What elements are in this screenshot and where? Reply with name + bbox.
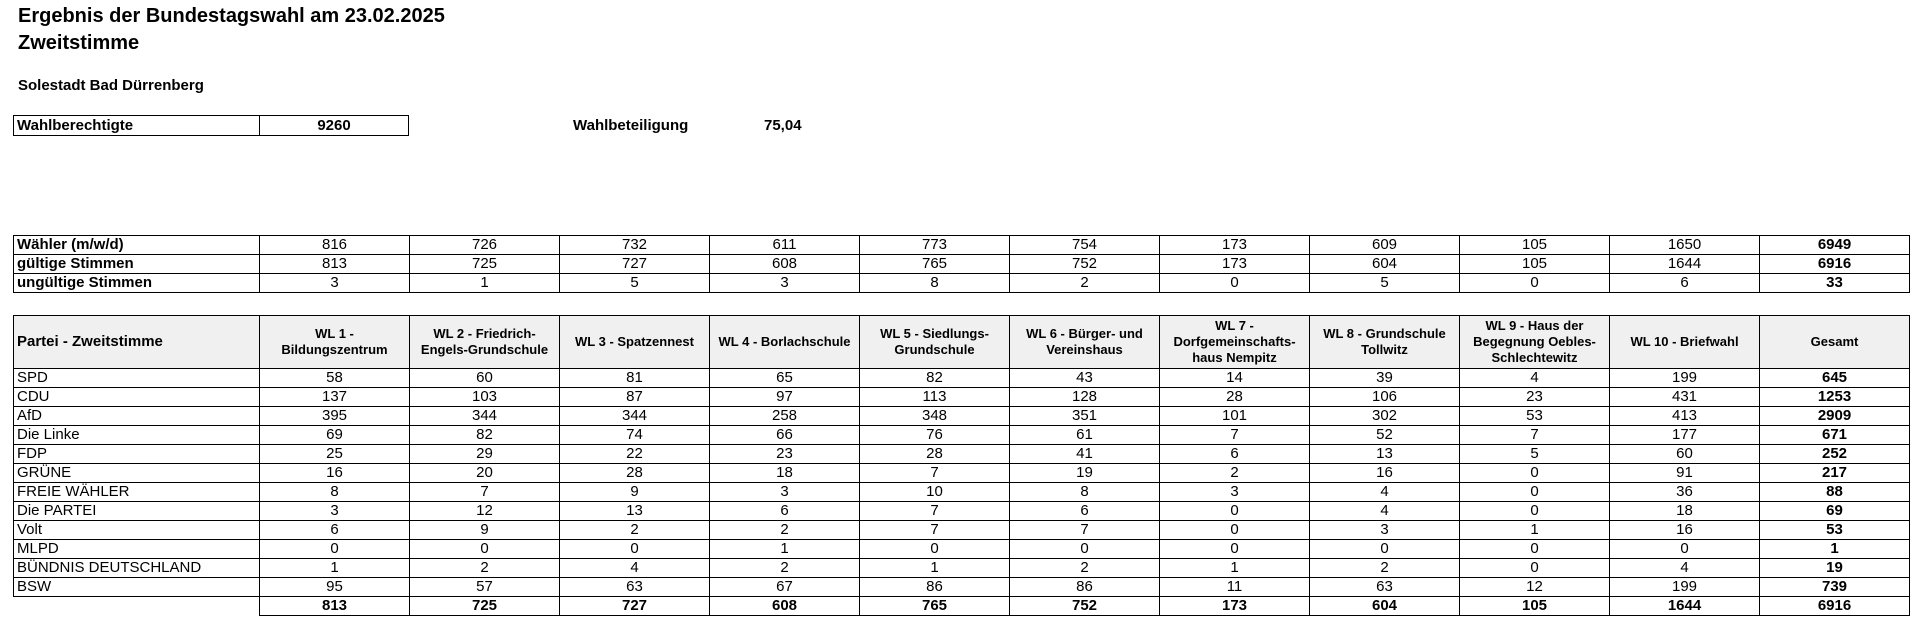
vote-cell: 74	[560, 426, 710, 445]
stats-cell: 6	[1610, 274, 1760, 293]
vote-cell: 1	[710, 540, 860, 559]
vote-cell: 0	[1460, 559, 1610, 578]
vote-cell: 7	[1010, 521, 1160, 540]
vote-cell: 95	[260, 578, 410, 597]
vote-cell: 302	[1310, 407, 1460, 426]
vote-cell: 82	[410, 426, 560, 445]
totals-blank	[14, 597, 260, 616]
vote-cell: 0	[1460, 483, 1610, 502]
vote-cell: 28	[860, 445, 1010, 464]
table-row	[14, 388, 1910, 407]
vote-cell: 9	[560, 483, 710, 502]
party-name: GRÜNE	[14, 464, 260, 483]
party-total: 671	[1760, 426, 1910, 445]
vote-cell: 3	[260, 502, 410, 521]
totals-row	[14, 597, 1910, 616]
vote-cell: 258	[710, 407, 860, 426]
column-header: WL 10 - Briefwahl	[1610, 316, 1760, 369]
stats-cell: 732	[560, 236, 710, 255]
vote-cell: 63	[560, 578, 710, 597]
turnout-label: Wahlbeteiligung	[573, 117, 689, 134]
party-name: FREIE WÄHLER	[14, 483, 260, 502]
stats-cell: 1644	[1610, 255, 1760, 274]
eligible-voters-value: 9260	[260, 116, 409, 136]
table-row	[14, 445, 1910, 464]
vote-cell: 344	[410, 407, 560, 426]
turnout-value: 75,04	[764, 117, 802, 134]
column-header: WL 2 - Friedrich-Engels-Grundschule	[410, 316, 560, 369]
vote-cell: 53	[1460, 407, 1610, 426]
party-total: 1	[1760, 540, 1910, 559]
vote-cell: 9	[410, 521, 560, 540]
vote-cell: 16	[260, 464, 410, 483]
vote-cell: 0	[860, 540, 1010, 559]
party-name: BÜNDNIS DEUTSCHLAND	[14, 559, 260, 578]
stats-cell: 604	[1310, 255, 1460, 274]
totals-cell: 752	[1010, 597, 1160, 616]
vote-cell: 7	[860, 464, 1010, 483]
vote-cell: 0	[1460, 464, 1610, 483]
vote-cell: 20	[410, 464, 560, 483]
vote-cell: 137	[260, 388, 410, 407]
vote-cell: 69	[260, 426, 410, 445]
vote-cell: 67	[710, 578, 860, 597]
vote-cell: 4	[1310, 502, 1460, 521]
vote-cell: 52	[1310, 426, 1460, 445]
table-row	[14, 521, 1910, 540]
stats-row	[14, 274, 1910, 293]
vote-cell: 1	[860, 559, 1010, 578]
stats-cell: 773	[860, 236, 1010, 255]
column-header: WL 8 - Grundschule Tollwitz	[1310, 316, 1460, 369]
vote-cell: 6	[1010, 502, 1160, 521]
vote-cell: 0	[1460, 540, 1610, 559]
vote-cell: 4	[1310, 483, 1460, 502]
vote-cell: 58	[260, 369, 410, 388]
vote-cell: 39	[1310, 369, 1460, 388]
vote-cell: 2	[560, 521, 710, 540]
vote-cell: 0	[1160, 540, 1310, 559]
totals-cell: 604	[1310, 597, 1460, 616]
totals-cell: 608	[710, 597, 860, 616]
column-header: Gesamt	[1760, 316, 1910, 369]
vote-cell: 395	[260, 407, 410, 426]
vote-cell: 2	[1160, 464, 1310, 483]
party-total: 1253	[1760, 388, 1910, 407]
stats-cell: 1650	[1610, 236, 1760, 255]
party-total: 252	[1760, 445, 1910, 464]
stats-cell: 0	[1160, 274, 1310, 293]
voter-stats-table	[13, 235, 1910, 293]
vote-cell: 6	[1160, 445, 1310, 464]
totals-cell: 725	[410, 597, 560, 616]
stats-total: 6949	[1760, 236, 1910, 255]
vote-cell: 60	[1610, 445, 1760, 464]
stats-cell: 2	[1010, 274, 1160, 293]
totals-cell: 727	[560, 597, 710, 616]
vote-cell: 0	[1160, 521, 1310, 540]
party-name: SPD	[14, 369, 260, 388]
party-name: Die Linke	[14, 426, 260, 445]
party-name: AfD	[14, 407, 260, 426]
stats-cell: 3	[710, 274, 860, 293]
stats-cell: 173	[1160, 255, 1310, 274]
stats-cell: 105	[1460, 255, 1610, 274]
vote-cell: 66	[710, 426, 860, 445]
eligible-voters-label: Wahlberechtigte	[14, 116, 260, 136]
vote-cell: 103	[410, 388, 560, 407]
totals-cell: 105	[1460, 597, 1610, 616]
party-name: BSW	[14, 578, 260, 597]
vote-cell: 0	[560, 540, 710, 559]
page-title: Ergebnis der Bundestagswahl am 23.02.2025	[18, 5, 445, 27]
eligible-voters-row	[14, 116, 409, 136]
vote-cell: 7	[1160, 426, 1310, 445]
table-row	[14, 426, 1910, 445]
vote-cell: 18	[1610, 502, 1760, 521]
party-results-table	[13, 315, 1910, 616]
vote-cell: 57	[410, 578, 560, 597]
vote-cell: 43	[1010, 369, 1160, 388]
vote-cell: 61	[1010, 426, 1160, 445]
column-header: WL 4 - Borlachschule	[710, 316, 860, 369]
grand-total: 6916	[1760, 597, 1910, 616]
vote-cell: 2	[410, 559, 560, 578]
vote-cell: 177	[1610, 426, 1760, 445]
vote-cell: 25	[260, 445, 410, 464]
stats-cell: 611	[710, 236, 860, 255]
stats-cell: 726	[410, 236, 560, 255]
vote-cell: 65	[710, 369, 860, 388]
vote-cell: 351	[1010, 407, 1160, 426]
vote-cell: 8	[260, 483, 410, 502]
vote-cell: 0	[1460, 502, 1610, 521]
vote-cell: 2	[1010, 559, 1160, 578]
party-total: 53	[1760, 521, 1910, 540]
stats-cell: 608	[710, 255, 860, 274]
party-total: 739	[1760, 578, 1910, 597]
party-total: 88	[1760, 483, 1910, 502]
totals-cell: 173	[1160, 597, 1310, 616]
stats-cell: 813	[260, 255, 410, 274]
stats-total: 33	[1760, 274, 1910, 293]
party-name: Volt	[14, 521, 260, 540]
table-row	[14, 540, 1910, 559]
vote-cell: 199	[1610, 369, 1760, 388]
totals-cell: 765	[860, 597, 1010, 616]
vote-cell: 0	[410, 540, 560, 559]
vote-cell: 3	[710, 483, 860, 502]
party-total: 19	[1760, 559, 1910, 578]
vote-cell: 7	[860, 521, 1010, 540]
stats-cell: 105	[1460, 236, 1610, 255]
vote-cell: 10	[860, 483, 1010, 502]
stats-cell: 8	[860, 274, 1010, 293]
totals-cell: 1644	[1610, 597, 1760, 616]
vote-cell: 1	[1460, 521, 1610, 540]
stats-label: Wähler (m/w/d)	[14, 236, 260, 255]
vote-cell: 60	[410, 369, 560, 388]
party-name: FDP	[14, 445, 260, 464]
vote-cell: 82	[860, 369, 1010, 388]
vote-cell: 81	[560, 369, 710, 388]
table-row	[14, 578, 1910, 597]
vote-cell: 91	[1610, 464, 1760, 483]
vote-cell: 0	[1310, 540, 1460, 559]
stats-cell: 1	[410, 274, 560, 293]
vote-cell: 431	[1610, 388, 1760, 407]
table-row	[14, 464, 1910, 483]
column-header: WL 9 - Haus der Begegnung Oebles-Schlechtewitz	[1460, 316, 1610, 369]
vote-cell: 7	[1460, 426, 1610, 445]
vote-cell: 8	[1010, 483, 1160, 502]
stats-cell: 609	[1310, 236, 1460, 255]
table-row	[14, 483, 1910, 502]
vote-cell: 16	[1310, 464, 1460, 483]
vote-cell: 7	[410, 483, 560, 502]
vote-cell: 14	[1160, 369, 1310, 388]
column-header: WL 7 - Dorfgemeinschafts-haus Nempitz	[1160, 316, 1310, 369]
vote-cell: 2	[710, 521, 860, 540]
vote-cell: 7	[860, 502, 1010, 521]
table-row	[14, 369, 1910, 388]
vote-cell: 0	[260, 540, 410, 559]
vote-cell: 63	[1310, 578, 1460, 597]
vote-cell: 4	[1460, 369, 1610, 388]
vote-cell: 3	[1310, 521, 1460, 540]
vote-cell: 2	[710, 559, 860, 578]
column-header: WL 5 - Siedlungs-Grundschule	[860, 316, 1010, 369]
vote-cell: 36	[1610, 483, 1760, 502]
party-column-header: Partei - Zweitstimme	[14, 316, 260, 369]
vote-cell: 11	[1160, 578, 1310, 597]
vote-cell: 1	[1160, 559, 1310, 578]
stats-cell: 173	[1160, 236, 1310, 255]
stats-cell: 765	[860, 255, 1010, 274]
vote-cell: 4	[560, 559, 710, 578]
vote-cell: 86	[860, 578, 1010, 597]
municipality-name: Solestadt Bad Dürrenberg	[18, 77, 204, 94]
party-name: CDU	[14, 388, 260, 407]
column-header: WL 1 - Bildungszentrum	[260, 316, 410, 369]
vote-cell: 87	[560, 388, 710, 407]
vote-cell: 199	[1610, 578, 1760, 597]
vote-cell: 29	[410, 445, 560, 464]
page-subtitle: Zweitstimme	[18, 32, 140, 54]
vote-cell: 5	[1460, 445, 1610, 464]
stats-cell: 5	[560, 274, 710, 293]
party-total: 69	[1760, 502, 1910, 521]
vote-cell: 6	[710, 502, 860, 521]
vote-cell: 0	[1610, 540, 1760, 559]
party-total: 2909	[1760, 407, 1910, 426]
stats-cell: 752	[1010, 255, 1160, 274]
vote-cell: 28	[1160, 388, 1310, 407]
vote-cell: 97	[710, 388, 860, 407]
stats-row	[14, 236, 1910, 255]
column-header: WL 3 - Spatzennest	[560, 316, 710, 369]
stats-label: gültige Stimmen	[14, 255, 260, 274]
vote-cell: 113	[860, 388, 1010, 407]
vote-cell: 0	[1010, 540, 1160, 559]
stats-cell: 3	[260, 274, 410, 293]
stats-cell: 754	[1010, 236, 1160, 255]
vote-cell: 3	[1160, 483, 1310, 502]
vote-cell: 0	[1160, 502, 1310, 521]
party-name: MLPD	[14, 540, 260, 559]
vote-cell: 128	[1010, 388, 1160, 407]
party-total: 217	[1760, 464, 1910, 483]
vote-cell: 76	[860, 426, 1010, 445]
vote-cell: 413	[1610, 407, 1760, 426]
table-header-row	[14, 316, 1910, 369]
vote-cell: 1	[260, 559, 410, 578]
vote-cell: 23	[1460, 388, 1610, 407]
vote-cell: 101	[1160, 407, 1310, 426]
stats-row	[14, 255, 1910, 274]
vote-cell: 28	[560, 464, 710, 483]
vote-cell: 86	[1010, 578, 1160, 597]
stats-total: 6916	[1760, 255, 1910, 274]
vote-cell: 348	[860, 407, 1010, 426]
table-row	[14, 559, 1910, 578]
vote-cell: 13	[560, 502, 710, 521]
vote-cell: 16	[1610, 521, 1760, 540]
vote-cell: 12	[1460, 578, 1610, 597]
vote-cell: 41	[1010, 445, 1160, 464]
stats-cell: 816	[260, 236, 410, 255]
party-name: Die PARTEI	[14, 502, 260, 521]
vote-cell: 22	[560, 445, 710, 464]
vote-cell: 2	[1310, 559, 1460, 578]
stats-label: ungültige Stimmen	[14, 274, 260, 293]
stats-cell: 0	[1460, 274, 1610, 293]
vote-cell: 6	[260, 521, 410, 540]
vote-cell: 19	[1010, 464, 1160, 483]
table-row	[14, 407, 1910, 426]
vote-cell: 106	[1310, 388, 1460, 407]
stats-cell: 727	[560, 255, 710, 274]
vote-cell: 344	[560, 407, 710, 426]
vote-cell: 13	[1310, 445, 1460, 464]
stats-cell: 5	[1310, 274, 1460, 293]
vote-cell: 18	[710, 464, 860, 483]
totals-cell: 813	[260, 597, 410, 616]
eligible-voters-table	[13, 115, 409, 136]
table-row	[14, 502, 1910, 521]
column-header: WL 6 - Bürger- und Vereinshaus	[1010, 316, 1160, 369]
vote-cell: 12	[410, 502, 560, 521]
stats-cell: 725	[410, 255, 560, 274]
party-total: 645	[1760, 369, 1910, 388]
vote-cell: 4	[1610, 559, 1760, 578]
vote-cell: 23	[710, 445, 860, 464]
